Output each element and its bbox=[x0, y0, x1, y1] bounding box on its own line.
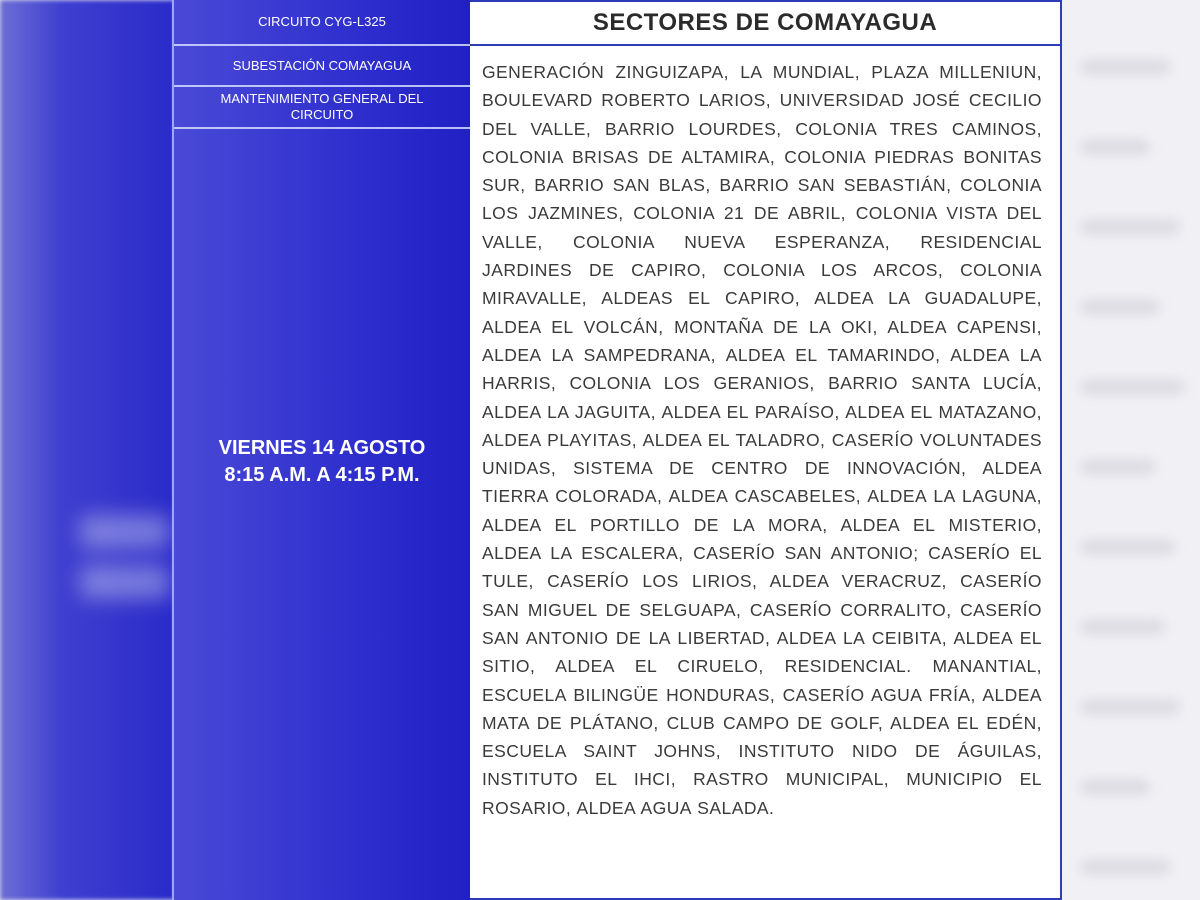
blurred-shape bbox=[1080, 460, 1155, 474]
substation-label: SUBESTACIÓN COMAYAGUA bbox=[174, 46, 470, 87]
sectors-list: GENERACIÓN ZINGUIZAPA, LA MUNDIAL, PLAZA MILLENIUN, BOULEVARD ROBERTO LARIOS, UNIVERSIDAD JOSÉ CECILIO DEL VALLE, BARRIO LOURDES, COLONIA TRES CAMINOS, COLONIA BRISAS DE ALTAMIRA, COLONIA PIEDRAS BONITAS SUR, BARRIO SAN BLAS, BARRIO SAN SEBASTIÁN, COLONIA LOS JAZMINES, COLONIA 21 DE ABRIL, COLONIA VISTA DEL VALLE, COLONIA NUEVA ESPERANZA, RESIDENCIAL JARDINES DE CAPIRO, COLONIA LOS ARCOS, COLONIA MIRAVALLE, ALDEAS EL CAPIRO, ALDEA LA GUADALUPE, ALDEA EL VOLCÁN, MONTAÑA DE LA OKI, ALDEA CAPENSI, ALDEA LA SAMPEDRANA, ALDEA EL TAMARINDO, ALDEA LA HARRIS, COLONIA LOS GERANIOS, BARRIO SANTA LUCÍA, ALDEA LA JAGUITA, ALDEA EL PARAÍSO, ALDEA EL MATAZANO, ALDEA PLAYITAS, ALDEA EL TALADRO, CASERÍO VOLUNTADES UNIDAS, SISTEMA DE CENTRO DE INNOVACIÓN, ALDEA TIERRA COLORADA, ALDEA CASCABELES, ALDEA LA LAGUNA, ALDEA EL PORTILLO DE LA MORA, ALDEA EL MISTERIO, ALDEA LA ESCALERA, CASERÍO SAN ANTONIO; CASERÍO EL TULE, CASERÍO LOS LIRIOS, ALDEA VERACRUZ, CASERÍO SAN MIGUEL DE SELGUAPA, CASERÍO CORRALITO, CASERÍO SAN ANTONIO DE LA LIBERTAD, ALDEA LA CEIBITA, ALDEA EL SITIO, ALDEA EL CIRUELO, RESIDENCIAL. MANANTIAL, ESCUELA BILINGÜE HONDURAS, CASERÍO AGUA FRÍA, ALDEA MATA DE PLÁTANO, CLUB CAMPO DE GOLF, ALDEA EL EDÉN, ESCUELA SAINT JOHNS, INSTITUTO NIDO DE ÁGUILAS, INSTITUTO EL IHCI, RASTRO MUNICIPAL, MUNICIPIO EL ROSARIO, ALDEA AGUA SALADA. bbox=[482, 62, 1042, 818]
blurred-shape bbox=[1080, 380, 1185, 394]
blurred-shape bbox=[80, 565, 170, 599]
blurred-shape bbox=[1080, 540, 1175, 554]
blurred-shape bbox=[1080, 140, 1150, 154]
blurred-shape bbox=[1080, 700, 1180, 714]
outage-date: VIERNES 14 AGOSTO bbox=[218, 437, 426, 459]
circuit-label: CIRCUITO CYG-L325 bbox=[174, 0, 470, 46]
blurred-shape bbox=[1080, 860, 1170, 874]
date-time-block bbox=[174, 435, 470, 489]
blurred-background-left bbox=[0, 0, 175, 900]
outage-schedule-card bbox=[172, 0, 1062, 900]
sectors-panel bbox=[470, 0, 1060, 900]
outage-time: 8:15 A.M. A 4:15 P.M. bbox=[224, 464, 420, 486]
blurred-shape bbox=[1080, 220, 1180, 234]
schedule-info-panel bbox=[172, 0, 470, 900]
blurred-background-right bbox=[1060, 0, 1200, 900]
blurred-shape bbox=[80, 515, 170, 549]
blurred-shape bbox=[1080, 60, 1170, 74]
blurred-shape bbox=[1080, 620, 1165, 634]
work-description: MANTENIMIENTO GENERAL DEL CIRCUITO bbox=[174, 87, 470, 129]
blurred-shape bbox=[1080, 780, 1150, 794]
blurred-shape bbox=[1080, 300, 1160, 314]
sectors-title: SECTORES DE COMAYAGUA bbox=[470, 2, 1060, 46]
